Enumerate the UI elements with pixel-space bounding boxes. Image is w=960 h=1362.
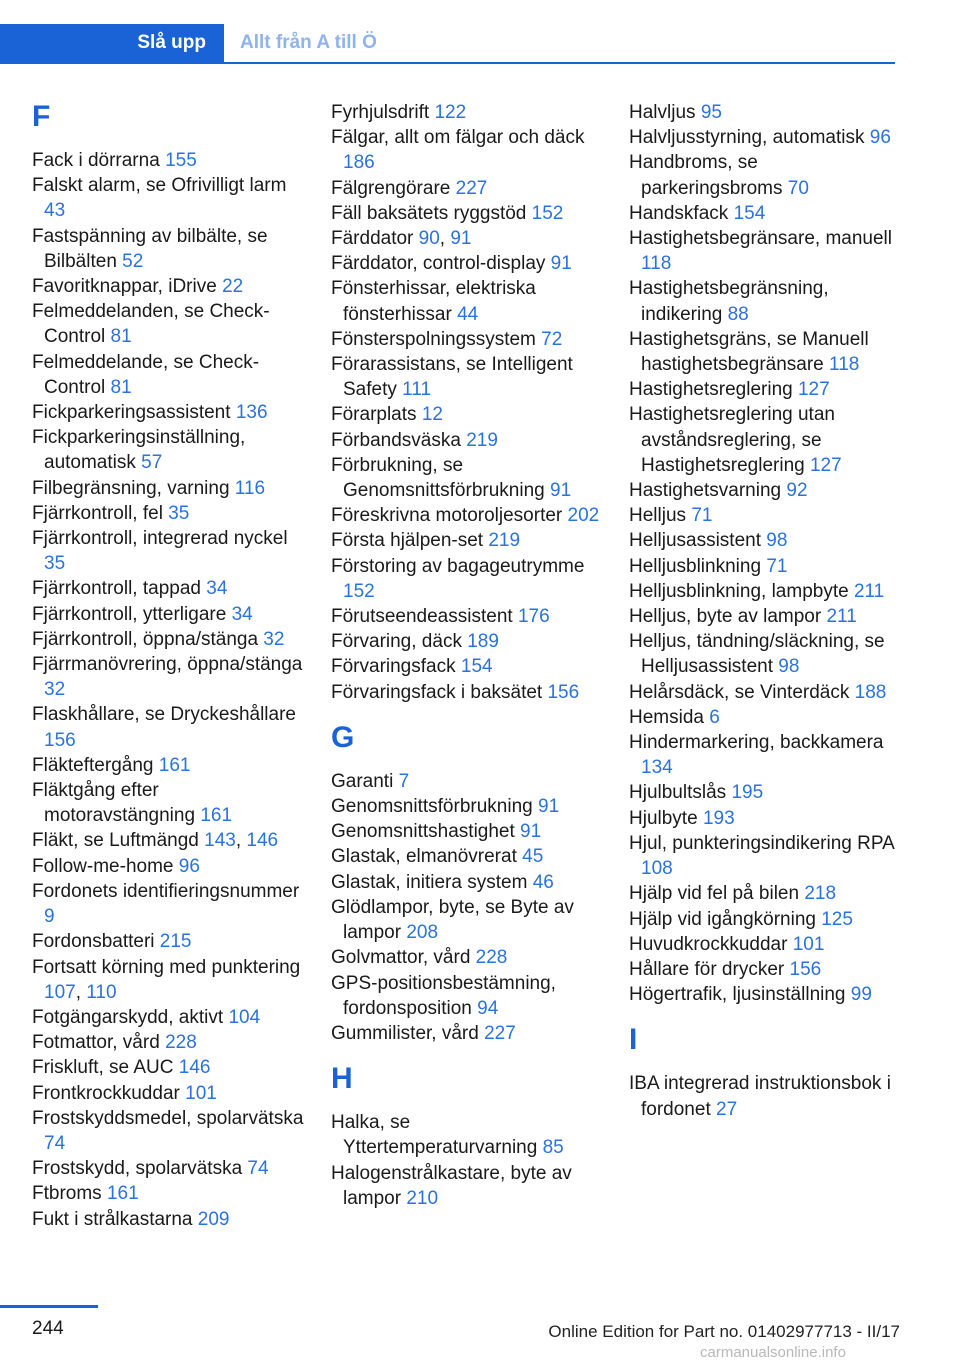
index-entry: [629, 881, 904, 906]
index-entry: [629, 377, 904, 402]
page-link[interactable]: 96: [869, 127, 891, 149]
page-link[interactable]: 156: [789, 958, 822, 980]
page-link[interactable]: 43: [44, 200, 66, 222]
index-entry-text: Förarassistans, se Intelligent Safety: [331, 354, 573, 401]
index-entry-text: Handbroms, se parkeringsbroms: [629, 152, 783, 199]
index-entry-text: Hastighetsbegränsare, manuell: [629, 228, 892, 250]
index-entry: [331, 819, 606, 844]
index-entry-text: Ftbroms: [32, 1183, 102, 1205]
page-link[interactable]: 35: [44, 553, 66, 575]
index-entry: [331, 453, 606, 503]
page-link[interactable]: 7: [398, 770, 410, 792]
page-link[interactable]: 71: [766, 555, 788, 577]
page-link[interactable]: 146: [246, 830, 279, 852]
index-entry-text: Huvudkrockkuddar: [629, 933, 788, 955]
page-link[interactable]: 176: [517, 606, 550, 628]
index-entry-text: Fyrhjulsdrift: [331, 102, 430, 123]
page-number: 244: [32, 1318, 64, 1339]
index-entry-text: Golvmattor, vård: [331, 947, 471, 969]
page-link[interactable]: 208: [406, 922, 439, 944]
index-entry: [629, 982, 904, 1007]
page-link[interactable]: 107: [44, 981, 76, 1003]
index-entry: [331, 125, 606, 175]
index-entry: [331, 276, 606, 326]
index-entry-text: Fjärrkontroll, ytterligare: [32, 603, 227, 625]
page-link[interactable]: 161: [106, 1183, 139, 1205]
index-entry-text: Helljus, byte av lampor: [629, 606, 822, 628]
index-entry: [331, 945, 606, 970]
index-entry: [629, 629, 904, 679]
index-entry-text: IBA integrerad instruktionsbok i fordonet: [629, 1073, 891, 1120]
index-entry: [32, 929, 307, 954]
page-link[interactable]: 156: [547, 681, 580, 703]
index-entry-text: Förvaringsfack i baksätet: [331, 681, 543, 703]
index-entry-text: Follow-me-home: [32, 855, 174, 877]
page-link[interactable]: 81: [110, 326, 132, 348]
index-entry: [331, 503, 606, 528]
index-entry-text: Hastighetsgräns, se Manuell hastighetsbegränsare: [629, 328, 869, 376]
page-link[interactable]: 127: [797, 379, 830, 401]
page-link[interactable]: 52: [122, 250, 144, 272]
index-entry-text: Helårsdäck, se Vinterdäck: [629, 681, 850, 703]
index-entry: [331, 201, 606, 226]
index-entry: [331, 554, 606, 604]
index-entry: [32, 854, 307, 879]
page-link[interactable]: 98: [778, 656, 800, 678]
index-entry-text: Fack i dörrarna: [32, 150, 160, 171]
index-entry: [331, 680, 606, 705]
index-entry: Färddator 90, 91: [331, 228, 472, 250]
index-entry-text: Förutseendeassistent: [331, 606, 513, 628]
index-entry-text: Förvaring, däck: [331, 631, 462, 653]
index-entry: [331, 629, 606, 654]
page-link[interactable]: 227: [455, 177, 488, 199]
page-link[interactable]: 215: [159, 931, 192, 953]
page-link[interactable]: 111: [402, 379, 432, 401]
index-entry: [331, 844, 606, 869]
index-letter-heading: H: [331, 1062, 353, 1096]
index-entry: [629, 150, 904, 200]
index-entry: [331, 251, 606, 276]
page-link[interactable]: 95: [700, 102, 722, 123]
watermark: carmanualsonline.info: [700, 1344, 846, 1361]
page-link[interactable]: 91: [550, 480, 572, 502]
index-entry-text: Filbegränsning, varning: [32, 477, 230, 499]
page-link[interactable]: 9: [44, 906, 55, 928]
index-entry-text: Genomsnittshastighet: [331, 821, 515, 843]
index-entry: [629, 705, 904, 730]
page-link[interactable]: 152: [343, 580, 375, 602]
index-entry: [331, 100, 606, 125]
index-entry: [331, 895, 606, 945]
index-letter-heading: I: [629, 1023, 638, 1057]
index-entry: [331, 528, 606, 553]
index-entry: [32, 753, 307, 778]
index-entry-text: Förbrukning, se Genomsnittsförbrukning: [331, 454, 545, 502]
index-entry-text: GPS-positionsbestämning, fordonsposition: [331, 972, 556, 1019]
index-entry: [331, 1161, 606, 1211]
index-entry-text: Fjärrkontroll, öppna/stänga: [32, 628, 259, 650]
page-link[interactable]: 91: [520, 821, 542, 843]
index-entry-text: Hjälp vid igångkörning: [629, 908, 816, 930]
page-link[interactable]: 72: [541, 328, 563, 350]
index-entry-text: Halvljusstyrning, automatisk: [629, 127, 865, 149]
index-entry-text: Färddator, control-display: [331, 253, 546, 275]
page-link[interactable]: 94: [477, 997, 499, 1019]
page-link[interactable]: 118: [641, 253, 672, 275]
index-entry-text: Halvljus: [629, 102, 696, 123]
page-link[interactable]: 96: [178, 855, 200, 877]
page-link[interactable]: 186: [343, 152, 375, 174]
index-entry-text: Hjälp vid fel på bilen: [629, 883, 800, 905]
page-link[interactable]: 6: [709, 706, 720, 728]
index-entry-text: Fortsatt körning med punktering: [32, 956, 301, 978]
index-entry: [32, 652, 307, 702]
index-entry: [32, 879, 307, 929]
index-entry-text: Halogenstrålkastare, byte av lampor: [331, 1162, 572, 1209]
index-entry-text: Fotmattor, vård: [32, 1032, 160, 1054]
page-link[interactable]: 34: [206, 578, 228, 600]
index-entry: [629, 125, 904, 150]
index-entry-text: Fjärrkontroll, tappad: [32, 578, 201, 600]
index-entry-text: Föreskrivna motoroljesorter: [331, 505, 563, 527]
index-entry-text: Felmeddelanden, se Check-Control: [32, 301, 270, 348]
page-link[interactable]: 101: [185, 1082, 217, 1104]
page-link[interactable]: 143: [204, 830, 236, 852]
index-entry: [629, 503, 904, 528]
index-entry-text: Helljusassistent: [629, 530, 761, 552]
index-entry-text: Fordonsbatteri: [32, 931, 155, 953]
index-entry: [629, 604, 904, 629]
index-entry: [629, 100, 904, 125]
index-entry-text: Hindermarkering, backkamera: [629, 732, 884, 754]
index-letter-heading: F: [32, 100, 51, 133]
index-entry: [629, 402, 904, 478]
page-link[interactable]: 12: [421, 404, 443, 426]
index-entry-text: Glödlampor, byte, se Byte av lampor: [331, 896, 574, 944]
page-link[interactable]: 88: [727, 303, 749, 325]
page-link[interactable]: 122: [434, 102, 467, 123]
page-link[interactable]: 134: [641, 757, 673, 779]
page-link[interactable]: 193: [702, 807, 735, 829]
index-entry-text: Hållare för drycker: [629, 958, 785, 980]
index-entry-text: Fjärrmanövrering, öppna/stänga: [32, 654, 303, 676]
index-entry: [629, 579, 904, 604]
index-entry: [32, 501, 307, 526]
index-entry: [629, 478, 904, 503]
index-entry-text: Fickparkeringsinställning, automatisk: [32, 427, 246, 474]
footer-rule: [0, 1305, 98, 1308]
page-link[interactable]: 195: [731, 782, 764, 804]
index-entry: [629, 554, 904, 579]
page-link[interactable]: 104: [228, 1006, 261, 1028]
index-entry: [32, 1156, 307, 1181]
index-entry-text: Hjul, punkteringsindikering RPA: [629, 832, 894, 854]
index-entry: [331, 870, 606, 895]
page-link[interactable]: 211: [853, 580, 885, 602]
index-entry: Fortsatt körning med punktering 107, 110: [32, 956, 301, 1003]
page-link[interactable]: 85: [542, 1137, 564, 1159]
index-entry: [32, 526, 307, 576]
page-link[interactable]: 45: [522, 846, 544, 868]
index-entry-text: Hjulbyte: [629, 807, 698, 829]
index-entry: [32, 350, 307, 400]
tab-sla-upp[interactable]: Slå upp: [0, 24, 224, 62]
page-link[interactable]: 152: [531, 202, 564, 224]
page-link[interactable]: 99: [850, 984, 872, 1006]
index-entry: [331, 1110, 606, 1160]
index-entry: [32, 1106, 307, 1156]
index-entry: [32, 627, 307, 652]
index-entry-text: Fukt i strålkastarna: [32, 1208, 193, 1230]
index-entry-text: Hjulbultslås: [629, 782, 727, 804]
index-entry-text: Hemsida: [629, 706, 704, 728]
page-link[interactable]: 189: [467, 631, 499, 653]
page-link[interactable]: 91: [450, 228, 472, 250]
index-entry-text: Fläkt, se Luftmängd: [32, 830, 199, 852]
page-link[interactable]: 146: [178, 1057, 211, 1079]
index-entry-text: Genomsnittsförbrukning: [331, 796, 533, 818]
index-entry-text: Fläktgång efter motoravstängning: [32, 780, 196, 827]
index-entry: [32, 1181, 307, 1206]
page-link[interactable]: 125: [821, 908, 853, 930]
index-entry-text: Glastak, initiera system: [331, 871, 528, 893]
index-entry: [331, 327, 606, 352]
index-entry-text: Hastighetsreglering: [629, 379, 793, 401]
index-entry: [32, 274, 307, 299]
page-link[interactable]: 27: [716, 1098, 738, 1120]
page-link[interactable]: 108: [641, 858, 673, 880]
index-entry-text: Helljusblinkning, lampbyte: [629, 580, 849, 602]
page-link[interactable]: 98: [766, 530, 788, 552]
page-link[interactable]: 211: [826, 606, 857, 628]
index-entry: [629, 680, 904, 705]
index-entry: [629, 932, 904, 957]
index-entry-text: Fälgar, allt om fälgar och däck: [331, 127, 585, 149]
index-entry: [32, 148, 307, 173]
index-entry: [629, 276, 904, 326]
index-entry: [331, 604, 606, 629]
index-entry: [32, 425, 307, 475]
edition-text: Online Edition for Part no. 01402977713 - II/17: [548, 1322, 900, 1341]
index-entry-text: Förarplats: [331, 404, 417, 426]
page-link[interactable]: 227: [484, 1022, 516, 1044]
index-entry: [331, 176, 606, 201]
page-link[interactable]: 218: [804, 883, 837, 905]
index-entry: [629, 730, 904, 780]
index-entry-text: Flaskhållare, se Dryckeshållare: [32, 704, 296, 726]
top-tab-bar: [0, 24, 895, 64]
index-entry: [331, 769, 606, 794]
page-link[interactable]: 57: [141, 452, 163, 474]
index-column-2: [331, 100, 606, 1211]
page-link[interactable]: 161: [200, 805, 233, 827]
page-link[interactable]: 209: [197, 1208, 230, 1230]
index-entry: [629, 528, 904, 553]
page-link[interactable]: 22: [222, 276, 244, 298]
index-entry: [629, 831, 904, 881]
page-link[interactable]: 219: [488, 530, 521, 552]
page-link[interactable]: 70: [787, 177, 809, 199]
index-entry-text: Förbandsväska: [331, 429, 461, 451]
index-entry: [32, 1055, 307, 1080]
index-entry-text: Frontkrockkuddar: [32, 1082, 180, 1104]
page-link[interactable]: 202: [567, 505, 600, 527]
page-link[interactable]: 161: [158, 754, 191, 776]
index-entry-text: Fönsterspolningssystem: [331, 328, 536, 350]
page-link[interactable]: 71: [691, 505, 713, 527]
index-entry: [629, 780, 904, 805]
index-entry-text: Helljus: [629, 505, 687, 527]
page-link[interactable]: 154: [460, 656, 493, 678]
index-entry-text: Favoritknappar, iDrive: [32, 276, 217, 298]
index-entry: [32, 476, 307, 501]
index-entry: [331, 402, 606, 427]
index-entry-text: Fordonets identifieringsnummer: [32, 880, 300, 902]
index-entry-text: Helljus, tändning/släckning, se Helljusassistent: [629, 631, 885, 678]
index-entry-text: Falskt alarm, se Ofrivilligt larm: [32, 175, 287, 197]
page-link[interactable]: 46: [532, 871, 554, 893]
index-entry-text: Handskfack: [629, 202, 729, 224]
page-link[interactable]: 74: [44, 1132, 66, 1154]
index-entry-text: Halka, se Yttertemperaturvarning: [331, 1112, 538, 1159]
page-link[interactable]: 155: [165, 150, 197, 171]
index-entry-text: Hastighetsvarning: [629, 480, 782, 502]
page-link[interactable]: 32: [44, 679, 66, 701]
page-link[interactable]: 32: [263, 628, 285, 650]
tab-allt-fran-a-till-o[interactable]: Allt från A till Ö: [240, 32, 377, 53]
index-entry-text: Fäll baksätets ryggstöd: [331, 202, 527, 224]
index-entry: [32, 576, 307, 601]
page-link[interactable]: 228: [165, 1032, 197, 1054]
index-entry: [32, 173, 307, 223]
index-entry-text: Fläkteftergång: [32, 754, 154, 776]
index-entry: [32, 1207, 307, 1232]
index-entry: [32, 1030, 307, 1055]
index-entry-text: Fotgängarskydd, aktivt: [32, 1006, 224, 1028]
index-entry-text: Helljusblinkning: [629, 555, 762, 577]
index-entry: [629, 327, 904, 377]
index-entry: [32, 400, 307, 425]
page-link[interactable]: 156: [44, 729, 76, 751]
page-link[interactable]: 127: [809, 454, 842, 476]
page-link[interactable]: 92: [786, 480, 808, 502]
page-link[interactable]: 44: [457, 303, 479, 325]
index-entry-text: Fälgrengörare: [331, 177, 451, 199]
index-entry: [32, 778, 307, 828]
index-entry: [629, 201, 904, 226]
index-letter-heading: G: [331, 720, 355, 754]
page-link[interactable]: 110: [86, 981, 117, 1003]
index-column-1: [32, 100, 307, 1232]
index-column-3: [629, 100, 904, 1122]
index-entry: [32, 602, 307, 627]
page-link[interactable]: 118: [829, 354, 860, 376]
index-entry: [32, 1005, 307, 1030]
page-link[interactable]: 219: [466, 429, 498, 451]
index-entry-text: Förstoring av bagageutrymme: [331, 555, 585, 577]
index-entry-text: Fjärrkontroll, integrerad nyckel: [32, 528, 288, 550]
index-entry-text: Färddator: [331, 228, 414, 250]
index-entry-text: Fjärrkontroll, fel: [32, 502, 163, 524]
index-entry-text: Felmeddelande, se Check-Control: [32, 351, 260, 398]
page-link[interactable]: 154: [733, 202, 766, 224]
index-entry-text: Fönsterhissar, elektriska fönsterhissar: [331, 278, 536, 325]
index-entry-text: Hastighetsbegränsning, indikering: [629, 278, 829, 325]
index-entry: [629, 226, 904, 276]
index-entry-text: Gummilister, vård: [331, 1022, 479, 1044]
index-entry-text: Fickparkeringsassistent: [32, 402, 231, 424]
index-entry: [331, 428, 606, 453]
index-entry: Fläkt, se Luftmängd 143, 146: [32, 830, 279, 852]
index-entry: [331, 1021, 606, 1046]
index-entry-text: Högertrafik, ljusinställning: [629, 984, 846, 1006]
page-link[interactable]: 91: [550, 253, 572, 275]
index-entry-text: Friskluft, se AUC: [32, 1057, 174, 1079]
page-link[interactable]: 90: [418, 228, 440, 250]
index-entry: [629, 957, 904, 982]
index-entry-text: Fastspänning av bilbälte, se Bilbälten: [32, 225, 268, 272]
page-link[interactable]: 74: [247, 1158, 269, 1180]
page-link[interactable]: 228: [475, 947, 508, 969]
index-entry-text: Första hjälpen-set: [331, 530, 484, 552]
index-entry: [32, 299, 307, 349]
page-link[interactable]: 136: [235, 402, 268, 424]
index-entry-text: Glastak, elmanövrerat: [331, 846, 517, 868]
page-link[interactable]: 188: [854, 681, 887, 703]
page-link[interactable]: 81: [110, 376, 132, 398]
index-entry: [331, 352, 606, 402]
index-entry: [629, 806, 904, 831]
page-link[interactable]: 35: [168, 502, 190, 524]
index-entry: [331, 971, 606, 1021]
index-entry-text: Frostskyddsmedel, spolarvätska: [32, 1107, 304, 1129]
index-entry-text: Garanti: [331, 770, 394, 792]
page-link[interactable]: 116: [234, 477, 266, 499]
index-entry: [629, 907, 904, 932]
index-entry: [32, 702, 307, 752]
index-entry: [331, 794, 606, 819]
index-entry-text: Hastighetsreglering utan avståndsreglering, se Hastighetsreglering: [629, 404, 835, 476]
index-entry-text: Frostskydd, spolarvätska: [32, 1158, 243, 1180]
index-entry: [32, 1081, 307, 1106]
index-entry: [629, 1071, 904, 1121]
page-link[interactable]: 34: [231, 603, 253, 625]
index-entry: [32, 224, 307, 274]
page-link[interactable]: 210: [406, 1187, 439, 1209]
index-entry-text: Förvaringsfack: [331, 656, 456, 678]
page-link[interactable]: 91: [538, 796, 560, 818]
index-entry: [331, 654, 606, 679]
page-link[interactable]: 101: [792, 933, 825, 955]
